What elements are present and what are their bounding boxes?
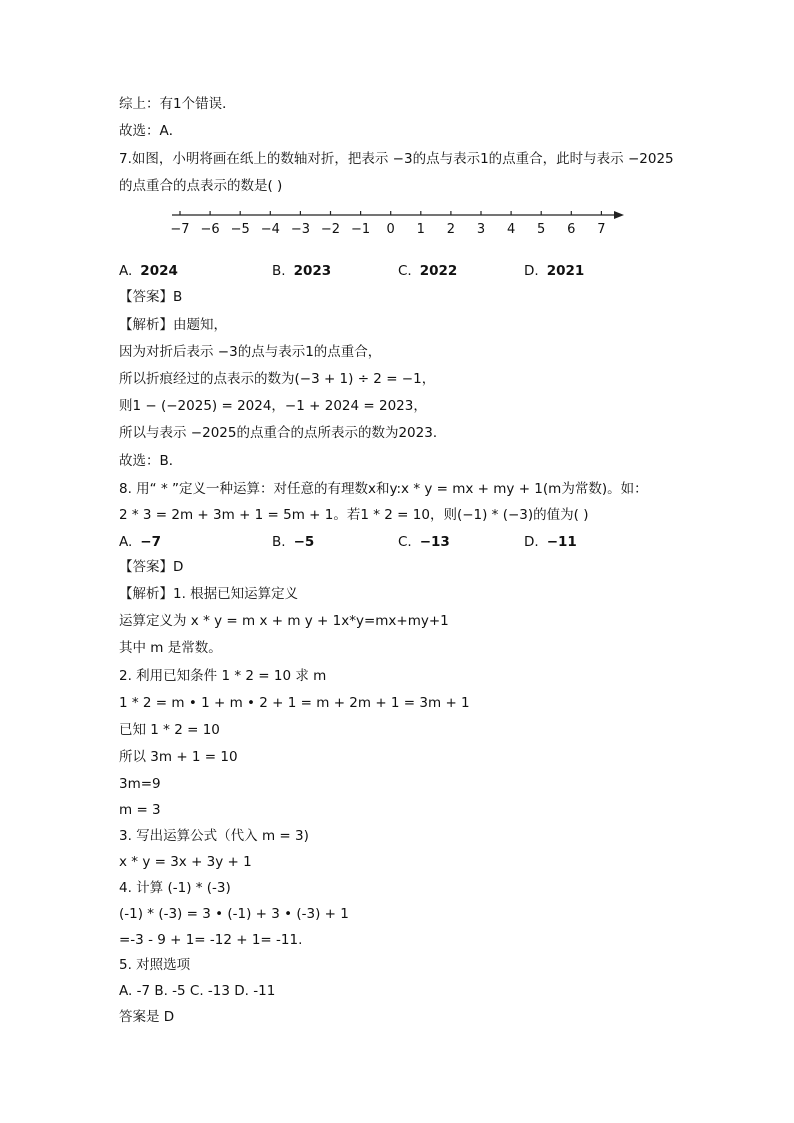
q8-option-b <box>272 533 314 551</box>
q7-analysis-intro: 【解析】由题知， <box>119 317 227 333</box>
q7-option-c <box>398 262 457 280</box>
q8-answer: 【答案】D <box>119 559 184 575</box>
q8-analysis-step-1: 【解析】1. 根据已知运算定义 <box>119 586 299 602</box>
option-value: 2024 <box>140 263 178 279</box>
question-7-stem-cont: 的点重合的点表示的数是( ) <box>119 178 283 194</box>
q8-option-c <box>398 533 450 551</box>
q7-option-d <box>524 262 584 280</box>
q7-analysis-line: 因为对折后表示 −3的点与表示1的点重合， <box>119 344 382 360</box>
text-line-summary: 综上：有1个错误． <box>119 96 236 112</box>
number-line-arrow <box>614 211 624 219</box>
text-line-choice-a: 故选：A． <box>119 123 183 139</box>
q8-analysis-line: m = 3 <box>119 802 161 818</box>
option-letter: C. <box>398 534 412 550</box>
number-line-tick-label: −1 <box>351 222 371 237</box>
q8-analysis-step-3: 3. 写出运算公式（代入 m = 3) <box>119 828 309 844</box>
option-letter: A. <box>119 534 133 550</box>
number-line <box>168 203 638 248</box>
q7-option-b <box>272 262 331 280</box>
number-line-tick-label: 3 <box>476 222 486 237</box>
q8-option-a <box>119 533 161 551</box>
number-line-tick-label: 7 <box>597 222 606 237</box>
option-value: 2021 <box>546 263 585 279</box>
q7-option-a <box>119 262 178 280</box>
q7-analysis-line: 则1 − (−2025) = 2024，−1 + 2024 = 2023， <box>119 398 427 414</box>
option-letter: C. <box>398 263 412 279</box>
q7-analysis-line: 所以与表示 −2025的点重合的点所表示的数为2023． <box>119 425 447 441</box>
q8-analysis-line: A. -7 B. -5 C. -13 D. -11 <box>119 983 276 999</box>
q7-analysis-line: 所以折痕经过的点表示的数为(−3 + 1) ÷ 2 = −1， <box>119 371 436 387</box>
number-line-tick-label: −7 <box>170 222 190 237</box>
number-line-tick-label: −2 <box>320 222 341 237</box>
number-line-tick-label: 5 <box>537 222 546 237</box>
q8-analysis-step-4: 4. 计算 (-1) * (-3) <box>119 880 231 896</box>
q8-analysis-line: 1 * 2 = m • 1 + m • 2 + 1 = m + 2m + 1 = 3m + 1 <box>119 695 470 711</box>
q8-analysis-line: 运算定义为 x * y = m x + m y + 1x*y=mx+my+1 <box>119 613 449 629</box>
number-line-tick-label: 4 <box>506 222 516 237</box>
q8-analysis-line: (-1) * (-3) = 3 • (-1) + 3 • (-3) + 1 <box>119 906 349 922</box>
q8-option-d <box>524 533 577 551</box>
number-line-tick-label: 0 <box>386 222 395 237</box>
question-8-stem-cont: 2 * 3 = 2m + 3m + 1 = 5m + 1。若1 * 2 = 10，则(−1) * (−3)的值为( ) <box>119 507 589 523</box>
option-value: −11 <box>546 534 577 550</box>
number-line-tick-label: −3 <box>290 222 310 237</box>
q8-analysis-step-5: 5. 对照选项 <box>119 957 191 973</box>
q7-choice: 故选：B． <box>119 453 183 469</box>
option-value: 2023 <box>293 263 332 279</box>
q8-analysis-line: 所以 3m + 1 = 10 <box>119 749 238 765</box>
option-value: −5 <box>293 534 315 550</box>
q8-final-answer: 答案是 D <box>119 1009 175 1025</box>
option-letter: B. <box>272 534 286 550</box>
q8-analysis-line: 其中 m 是常数。 <box>119 640 222 656</box>
number-line-tick-label: 6 <box>567 222 576 237</box>
option-letter: D. <box>524 534 539 550</box>
number-line-tick-label: −4 <box>260 222 280 237</box>
option-value: −13 <box>419 534 450 550</box>
number-line-tick-label: 2 <box>446 222 456 237</box>
option-value: 2022 <box>419 263 458 279</box>
option-value: −7 <box>140 534 162 550</box>
number-line-tick-label: −6 <box>200 222 220 237</box>
option-letter: D. <box>524 263 539 279</box>
question-8-stem: 8. 用“ * ”定义一种运算：对任意的有理数x和y:x * y = mx + my + 1(m为常数)。如： <box>119 481 648 497</box>
option-letter: A. <box>119 263 133 279</box>
q8-analysis-line: 已知 1 * 2 = 10 <box>119 722 220 738</box>
number-line-tick-label: −5 <box>230 222 250 237</box>
q8-analysis-line: 3m=9 <box>119 776 161 792</box>
q8-analysis-line: =-3 - 9 + 1= -12 + 1= -11. <box>119 932 303 948</box>
q7-answer: 【答案】B <box>119 289 183 305</box>
q8-analysis-step-2: 2. 利用已知条件 1 * 2 = 10 求 m <box>119 668 327 684</box>
number-line-tick-label: 1 <box>416 222 425 237</box>
question-7-stem: 7.如图，小明将画在纸上的数轴对折，把表示 −3的点与表示1的点重合，此时与表示 −2025 <box>119 151 674 167</box>
option-letter: B. <box>272 263 286 279</box>
q8-analysis-line: x * y = 3x + 3y + 1 <box>119 854 252 870</box>
